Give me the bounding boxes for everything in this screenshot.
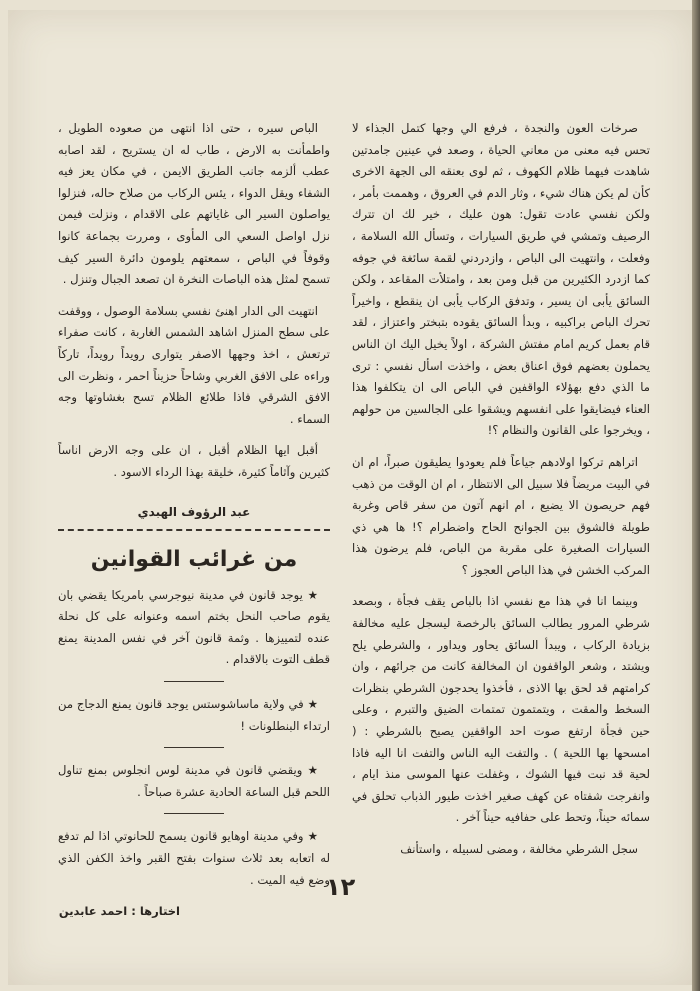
law-item: ★ في ولاية ماساشوستس يوجد قانون يمنع الدجاج من ارتداء البنطلونات ! <box>58 697 330 733</box>
article-paragraph: وبينما انا في هذا مع نفسي اذا بالباص يقف فجأة ، وبصعد شرطي المرور يطالب السائق بالرخصة ليسجل عليه مخالفة بزيادة الركاب ، ويبدأ السائق يحاور ويداور ، والشرطي يلح ويشتد ، وشعر الواقفون ان المخالفة كانت من جرائهم ، وان كرامتهم قد لحق بها الاذى ، فأخذوا يحدجون الشرطي بنظرات السخط والمقت ، ويتمتمون تمتمات الضيق والتبرم ، وعلى حين فجأة ارتفع صوت احد الواقفين يصيح بالشرطي : ( امسحها بها اللحية ) . والتفت اليه الناس والتفت انا اليه فاذا لحية قد نبت فيها الشوك ، وغفلت عنها الموسى منذ ايام ، وانفرجت شفتاه عن كهف صغير اخذت طيور الذباب تحلق في سمائه حيناً، وتحط على حفافيه حيناً آخر . <box>352 594 650 825</box>
article-paragraph: اتراهم تركوا اولادهم جياعاً فلم يعودوا يطيقون صبراً، ام ان في البيت مريضاً فلا سبيل الى الانتظار ، ام ان الوقت من ذهب فهم حريصون الا يضيع ، ام انهم آتون من سفر قاص وغربة طويلة فالشوق بين الجوانح الحاح واضطرام ؟! ها هي ذي السيارات الصغيرة على مقربة من الباص، فلم يرضون هذا المركب الخشن في هذا الباص العجوز ؟ <box>352 454 650 577</box>
author-signature: عبد الرؤوف الهبدي <box>137 504 251 519</box>
right-column <box>352 118 650 867</box>
section-divider <box>58 529 330 531</box>
section-title: من غرائب القوانين <box>90 547 298 573</box>
item-divider <box>164 813 224 814</box>
law-item: ★ ويقضي قانون في مدينة لوس انجلوس بمنع تناول اللحم قبل الساعة الحادية عشرة صباحاً . <box>58 763 330 799</box>
compiler-credit: اختارها : احمد عابدين <box>58 904 180 919</box>
law-item: ★ يوجد قانون في مدينة نيوجرسي بامريكا يقضي بان يقوم صاحب النحل بختم اسمه وعنوانه على كل نحلة عنده لتمييزها . وثمة قانون آخر في نفس المدينة يمنع قطف التوت بالاقدام . <box>58 587 330 667</box>
article-paragraph: سجل الشرطي مخالفة ، ومضى لسبيله ، واستأنف <box>400 842 638 856</box>
item-divider <box>164 747 224 748</box>
law-item: ★ وفي مدينة اوهايو قانون يسمح للحانوتي اذا لم تدفع له اتعابه بعد ثلاث سنوات بفتح القبر واخذ الكفن الذي وضع فيه الميت . <box>58 829 330 887</box>
article-paragraph: أقبل ايها الظلام أقبل ، ان على وجه الارض اناساً كثيرين وآثاماً كثيرة، خليقة بهذا الرداء الاسود . <box>58 443 330 479</box>
item-divider <box>164 681 224 682</box>
left-column <box>58 118 330 923</box>
page-number: ١٢ <box>326 873 356 901</box>
page-edge-shadow <box>692 0 700 991</box>
article-paragraph: انتهيت الى الدار اهنئ نفسي بسلامة الوصول ، ووقفت على سطح المنزل اشاهد الشمس الغاربة ، كانت صفراء ترتعش ، اخذ وجهها الاصفر يتوارى رويداً رويداً، تاركاً وراءه على الافق الغربي وشاحاً حزيناً احمر ، ونظرت الى الافق الشرقي فاذا طلائع الظلام تسح بغشاوتها وجه السماء . <box>58 303 330 426</box>
article-paragraph: صرخات العون والنجدة ، فرفع الي وجها كتمل الجذاء لا تحس فيه معنى من معاني الحياة ، وصعد في عينين جامدتين شاهدت فيهما ظلام الكهوف ، ثم لوى بعنقه الى الجهة الاخرى كأن لم يكن هناك شيء ، وثار الدم في العروق ، وهممت بأمر ، ولكن نفسي عادت تقول: هون عليك ، خير لك ان تترك الرصيف وتمشي في طريق السيارات ، وتسأل الله السلامة ، وفعلت ، وانتهيت الى الباص ، وازدردني لقمة سائغة في جوفه كما ازدرد الكثيرين من قبل ومن بعد ، وامتلأت المقاعد ، ولكن السائق يأبى ان يسير ، وتدفق الركاب يأبى ان ينقطع ، واخيراً تحرك الباص براكبيه ، وبدأ السائق يقوده بتبختر واعتزاز ، لقد قام بعمل كريم امام مفتش الشركة ، اولاً يخيل اليك ان الناس يحملون بعضهم فوق اعناق بعض ، واخذت اسأل نفسي : ترى ما الذي دفع بهؤلاء الواقفين في الباص الى ان يتكلفوا هذا العناء فيضايقوا على انفسهم ويشقوا على الجالسين من حولهم ، ويخرجوا على القانون والنظام ؟! <box>352 121 650 438</box>
article-paragraph: الباص سيره ، حتى اذا انتهى من صعوده الطويل ، واطمأنت به الارض ، طاب له ان يستريح ، لقد اصابه عطب ألزمه جانب الطريق الايمن ، في مكان يعز فيه الشفاء ويقل الدواء ، يئس الركاب من صلاح حاله، فنزلوا يواصلون السير الى غاياتهم على الاقدام ، ونزلت فيمن نزل اواصل السعي الى المأوى ، ومررت بجماعة كانوا وقوفاً في الباص ، سمعتهم يلومون دائرة السير كيف تسمح لمثل هذه الباصات النخرة ان تصعد الجبال وتنزل . <box>58 121 330 287</box>
